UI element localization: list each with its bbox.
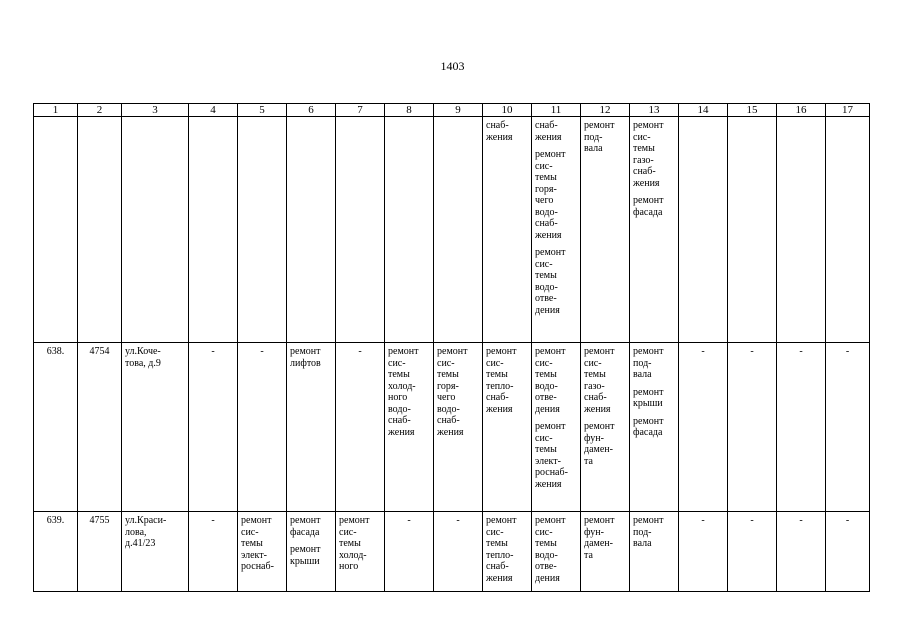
- cell-text: ремонт сис- темы водо- отве- дения: [535, 515, 566, 584]
- table-cell: [336, 343, 385, 512]
- cell-text: -: [260, 346, 264, 357]
- cell-text: ремонт фасада: [633, 195, 664, 218]
- column-number-header: 9: [434, 104, 483, 117]
- cell-text: ремонт сис- темы газо- снаб- жения: [633, 120, 664, 189]
- column-number-header: 1: [34, 104, 78, 117]
- table-cell: [581, 117, 630, 343]
- cell-text: ремонт сис- темы горя- чего водо- снаб- жения: [437, 346, 468, 438]
- column-number-header: 16: [777, 104, 826, 117]
- table-cell: [728, 512, 777, 592]
- table-cell: [189, 117, 238, 343]
- table-cell: [483, 512, 532, 592]
- table-cell: [630, 343, 679, 512]
- cell-text: -: [845, 346, 850, 357]
- table-cell: [34, 117, 78, 343]
- table-cell: [122, 512, 189, 592]
- repair-registry-table: [33, 103, 870, 592]
- table-cell: [434, 343, 483, 512]
- column-number-header: 17: [826, 104, 870, 117]
- table-cell: [483, 343, 532, 512]
- cell-text: ремонт под- вала: [584, 120, 615, 154]
- column-number-header: 5: [238, 104, 287, 117]
- table-cell: [238, 512, 287, 592]
- table-cell: [385, 343, 434, 512]
- table-cell: [385, 117, 434, 343]
- cell-text: ремонт сис- темы тепло- снаб- жения: [486, 515, 517, 584]
- cell-text: -: [407, 515, 411, 526]
- cell-text: -: [701, 346, 705, 357]
- table-cell: [122, 343, 189, 512]
- cell-text: -: [799, 515, 803, 526]
- cell-text: ремонт сис- темы водо- отве- дения: [535, 247, 566, 316]
- table-cell: [434, 512, 483, 592]
- table-cell: [34, 343, 78, 512]
- table-cell: [777, 343, 826, 512]
- table-cell: [581, 512, 630, 592]
- table-cell: [287, 343, 336, 512]
- table-cell: [336, 117, 385, 343]
- cell-text: ремонт под- вала: [633, 346, 664, 380]
- cell-text: снаб- жения: [535, 120, 562, 143]
- cell-text: ремонт крыши: [633, 386, 664, 409]
- table-cell: [630, 117, 679, 343]
- table-cell: [287, 512, 336, 592]
- table-cell: [826, 512, 870, 592]
- table-cell: [78, 117, 122, 343]
- table-cell: [826, 117, 870, 343]
- table-row: [34, 343, 870, 512]
- table-cell: [630, 512, 679, 592]
- table-cell: [679, 117, 728, 343]
- table-cell: [777, 512, 826, 592]
- cell-text: -: [845, 515, 850, 526]
- cell-text: ремонт сис- темы холод- ного водо- снаб- жения: [388, 346, 419, 438]
- table-cell: [532, 343, 581, 512]
- cell-text: -: [358, 346, 362, 357]
- cell-text: ремонт сис- темы водо- отве- дения: [535, 346, 566, 415]
- table-row: [34, 117, 870, 343]
- cell-text: 4754: [89, 346, 110, 357]
- table-cell: [826, 343, 870, 512]
- cell-text: -: [211, 515, 215, 526]
- cell-text: 4755: [89, 515, 110, 526]
- cell-text: ремонт сис- темы тепло- снаб- жения: [486, 346, 517, 415]
- cell-text: -: [701, 515, 705, 526]
- cell-text: -: [211, 346, 215, 357]
- table-cell: [434, 117, 483, 343]
- cell-text: 638.: [46, 346, 65, 357]
- table-cell: [34, 512, 78, 592]
- cell-text: ремонт крыши: [290, 544, 321, 567]
- column-number-header: 11: [532, 104, 581, 117]
- table-cell: [336, 512, 385, 592]
- cell-text: ремонт фасада: [290, 515, 321, 538]
- cell-text: ремонт фун- дамен- та: [584, 421, 615, 467]
- cell-text: ул.Коче- това, д.9: [125, 346, 161, 369]
- table-cell: [238, 117, 287, 343]
- table-cell: [122, 117, 189, 343]
- cell-text: ремонт сис- темы элект- роснаб-: [241, 515, 274, 572]
- table-cell: [581, 343, 630, 512]
- column-number-header: 8: [385, 104, 434, 117]
- table-cell: [189, 343, 238, 512]
- column-number-header: 14: [679, 104, 728, 117]
- cell-text: ремонт фун- дамен- та: [584, 515, 615, 561]
- table-cell: [189, 512, 238, 592]
- column-number-header: 7: [336, 104, 385, 117]
- table-cell: [532, 512, 581, 592]
- column-number-header: 12: [581, 104, 630, 117]
- cell-text: ремонт сис- темы элект- роснаб- жения: [535, 421, 568, 490]
- column-number-header: 6: [287, 104, 336, 117]
- cell-text: ул.Краси- лова, д.41/23: [125, 515, 167, 549]
- table-cell: [78, 343, 122, 512]
- cell-text: -: [456, 515, 460, 526]
- table-cell: [78, 512, 122, 592]
- cell-text: -: [750, 346, 754, 357]
- column-number-header: 4: [189, 104, 238, 117]
- table-cell: [238, 343, 287, 512]
- cell-text: ремонт сис- темы горя- чего водо- снаб- жения: [535, 149, 566, 241]
- column-number-header: 2: [78, 104, 122, 117]
- table-cell: [679, 343, 728, 512]
- cell-text: снаб- жения: [486, 120, 513, 143]
- column-number-header: 15: [728, 104, 777, 117]
- table-cell: [777, 117, 826, 343]
- table-cell: [483, 117, 532, 343]
- cell-text: ремонт сис- темы газо- снаб- жения: [584, 346, 615, 415]
- table-cell: [287, 117, 336, 343]
- table-cell: [728, 117, 777, 343]
- column-number-header: 10: [483, 104, 532, 117]
- column-number-header: 3: [122, 104, 189, 117]
- cell-text: -: [750, 515, 754, 526]
- page-number: 1403: [440, 59, 465, 73]
- cell-text: 639.: [46, 515, 65, 526]
- table-cell: [728, 343, 777, 512]
- table-cell: [532, 117, 581, 343]
- column-header-row: [34, 104, 870, 117]
- cell-text: -: [799, 346, 803, 357]
- cell-text: ремонт под- вала: [633, 515, 664, 549]
- cell-text: ремонт лифтов: [290, 346, 321, 369]
- column-number-header: 13: [630, 104, 679, 117]
- table-row: [34, 512, 870, 592]
- cell-text: ремонт фасада: [633, 415, 664, 438]
- table-cell: [385, 512, 434, 592]
- cell-text: ремонт сис- темы холод- ного: [339, 515, 370, 572]
- table-cell: [679, 512, 728, 592]
